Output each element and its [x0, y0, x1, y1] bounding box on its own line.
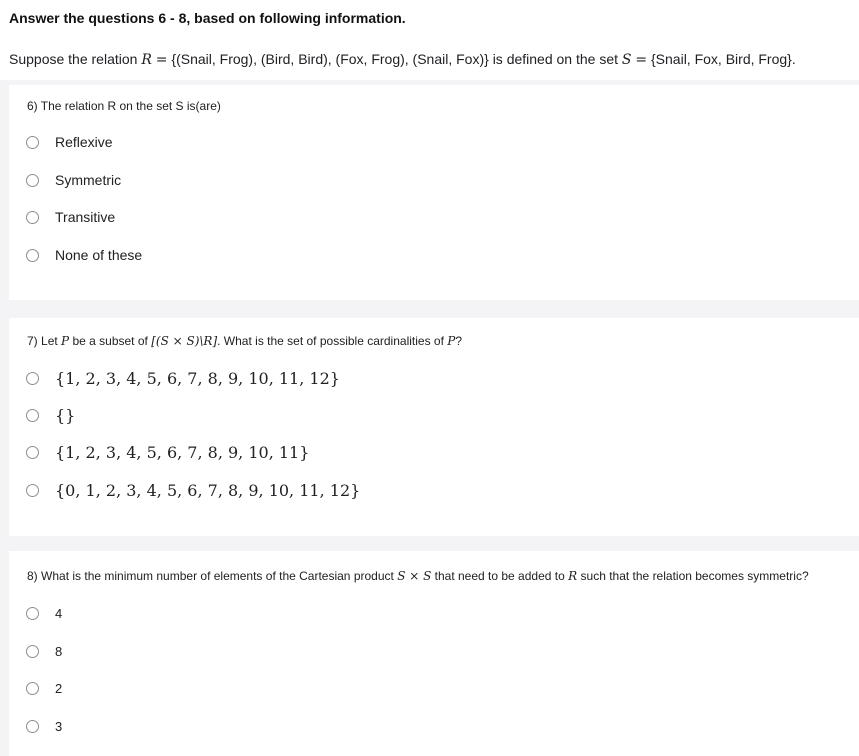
- question-8-option-4[interactable]: [26, 716, 62, 736]
- option-label: 2: [55, 680, 63, 696]
- radio-button-icon[interactable]: [26, 174, 39, 187]
- instructions-heading: Answer the questions 6 - 8, based on following information.: [9, 10, 406, 26]
- option-label: {}: [55, 405, 76, 425]
- question-8-text-a: What is the minimum number of elements of the Cartesian product: [41, 569, 394, 583]
- question-8-option-2[interactable]: [26, 641, 62, 661]
- radio-button-icon[interactable]: [26, 249, 39, 262]
- relation-symbol: R: [141, 52, 152, 68]
- variable-p: P: [61, 334, 70, 348]
- option-label: Symmetric: [55, 172, 122, 188]
- intro-mid: is defined on the set: [492, 51, 618, 67]
- question-7-text-a: Let: [41, 334, 58, 348]
- option-label: 3: [55, 718, 63, 734]
- question-6-text: The relation R on the set S is(are): [40, 99, 221, 113]
- question-8-text-b: that need to be added to: [434, 569, 565, 583]
- radio-button-icon[interactable]: [26, 720, 39, 733]
- variable-r: R: [568, 569, 578, 583]
- radio-button-icon[interactable]: [26, 211, 39, 224]
- option-label: {0, 1, 2, 3, 4, 5, 6, 7, 8, 9, 10, 11, 12}: [55, 480, 361, 500]
- question-6-number: 6): [27, 99, 38, 113]
- question-7-option-2[interactable]: [26, 405, 75, 425]
- option-label: None of these: [55, 247, 143, 263]
- radio-button-icon[interactable]: [26, 446, 39, 459]
- question-8-option-1[interactable]: [26, 603, 62, 623]
- option-label: {1, 2, 3, 4, 5, 6, 7, 8, 9, 10, 11}: [55, 442, 310, 462]
- option-label: {1, 2, 3, 4, 5, 6, 7, 8, 9, 10, 11, 12}: [55, 368, 340, 388]
- question-7-option-3[interactable]: [26, 442, 309, 462]
- question-6-option-4[interactable]: [26, 245, 142, 265]
- radio-button-icon[interactable]: [26, 372, 39, 385]
- question-card-7: [9, 318, 859, 536]
- option-label: 8: [55, 643, 63, 659]
- question-7-number: 7): [27, 334, 38, 348]
- option-label: Reflexive: [55, 134, 113, 150]
- equals-sign-2: =: [635, 52, 648, 68]
- question-6-option-3[interactable]: [26, 207, 115, 227]
- set-expression: [(S × S)\R]: [151, 334, 218, 348]
- option-label: 4: [55, 605, 63, 621]
- equals-sign: =: [155, 52, 168, 68]
- intro-prefix: Suppose the relation: [9, 51, 138, 67]
- radio-button-icon[interactable]: [26, 136, 39, 149]
- question-6-option-1[interactable]: [26, 132, 113, 152]
- cartesian-product-expression: S × S: [397, 569, 432, 583]
- question-7-text-d: ?: [455, 334, 463, 348]
- question-7-option-4[interactable]: [26, 480, 360, 500]
- question-card-6: [9, 85, 859, 300]
- radio-button-icon[interactable]: [26, 645, 39, 658]
- question-7-text-c: . What is the set of possible cardinalities of: [217, 334, 444, 348]
- intro-text: [9, 51, 796, 68]
- question-card-8: [9, 551, 859, 756]
- set-symbol: S: [621, 52, 632, 68]
- intro-suffix: .: [791, 51, 796, 67]
- option-label: Transitive: [55, 209, 116, 225]
- radio-button-icon[interactable]: [26, 409, 39, 422]
- question-6-title: [27, 99, 221, 113]
- radio-button-icon[interactable]: [26, 607, 39, 620]
- question-8-title: [27, 569, 809, 583]
- question-6-option-2[interactable]: [26, 170, 121, 190]
- question-8-option-3[interactable]: [26, 678, 62, 698]
- question-7-option-1[interactable]: [26, 368, 340, 388]
- question-7-text-b: be a subset of: [72, 334, 148, 348]
- variable-p-2: P: [447, 334, 456, 348]
- radio-button-icon[interactable]: [26, 484, 39, 497]
- relation-set: {(Snail, Frog), (Bird, Bird), (Fox, Frog), (Snail, Fox)}: [171, 51, 489, 67]
- domain-set: {Snail, Fox, Bird, Frog}: [651, 51, 792, 67]
- question-8-number: 8): [27, 569, 38, 583]
- question-8-text-c: such that the relation becomes symmetric?: [580, 569, 809, 583]
- question-7-title: [27, 334, 462, 348]
- radio-button-icon[interactable]: [26, 682, 39, 695]
